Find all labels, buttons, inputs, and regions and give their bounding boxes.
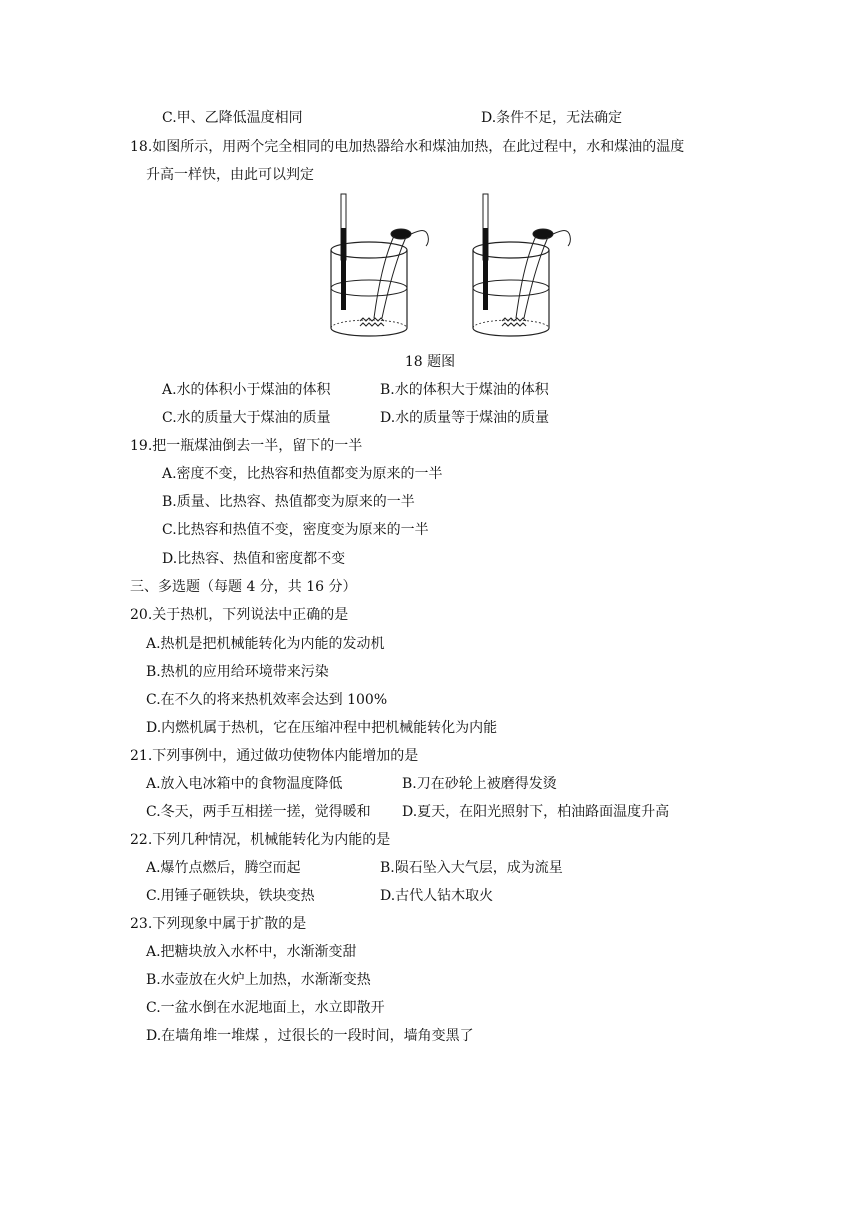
q23-option-a: A.把糖块放入水杯中，水渐渐变甜 — [146, 944, 357, 960]
q21-option-d: D.夏天，在阳光照射下，柏油路面温度升高 — [402, 804, 670, 820]
q18-option-a: A.水的体积小于煤油的体积 — [162, 382, 331, 398]
q18-option-b: B.水的体积大于煤油的体积 — [380, 382, 549, 398]
section3-heading: 三、多选题（每题 4 分，共 16 分） — [130, 579, 357, 595]
q18-stem-line2: 升高一样快，由此可以判定 — [146, 167, 314, 183]
q22-option-a: A.爆竹点燃后，腾空而起 — [146, 860, 301, 876]
q21-option-b: B.刀在砂轮上被磨得发烫 — [402, 776, 557, 792]
q22-option-d: D.古代人钻木取火 — [380, 888, 494, 904]
q18-stem-line1: 18.如图所示，用两个完全相同的电加热器给水和煤油加热，在此过程中，水和煤油的温度 — [130, 139, 685, 155]
q19-option-c: C.比热容和热值不变，密度变为原来的一半 — [162, 522, 429, 538]
q22-option-b: B.陨石坠入大气层，成为流星 — [380, 860, 563, 876]
q23-stem: 23.下列现象中属于扩散的是 — [130, 916, 307, 932]
q18-option-d: D.水的质量等于煤油的质量 — [380, 410, 550, 426]
q20-option-d: D.内燃机属于热机，它在压缩冲程中把机械能转化为内能 — [146, 720, 498, 736]
q20-option-c: C.在不久的将来热机效率会达到 100% — [146, 692, 388, 708]
q18-figure-beakers — [322, 188, 582, 344]
q23-option-d: D.在墙角堆一堆煤 ，过很长的一段时间，墙角变黑了 — [146, 1028, 474, 1044]
q17-option-c: C.甲、乙降低温度相同 — [162, 110, 303, 126]
left-thermometer — [341, 194, 346, 310]
q23-option-b: B.水壶放在火炉上加热，水渐渐变热 — [146, 972, 371, 988]
q18-figure-caption: 18 题图 — [404, 354, 456, 370]
q21-stem: 21.下列事例中，通过做功使物体内能增加的是 — [130, 748, 419, 764]
q19-option-b: B.质量、比热容、热值都变为原来的一半 — [162, 494, 415, 510]
q21-option-c: C.冬天，两手互相搓一搓，觉得暖和 — [146, 804, 371, 820]
q22-option-c: C.用锤子砸铁块，铁块变热 — [146, 888, 315, 904]
q19-option-a: A.密度不变，比热容和热值都变为原来的一半 — [162, 466, 443, 482]
q23-option-c: C.一盆水倒在水泥地面上，水立即散开 — [146, 1000, 385, 1016]
q17-option-d: D.条件不足，无法确定 — [481, 110, 623, 126]
q19-option-d: D.比热容、热值和密度都不变 — [162, 551, 346, 567]
q22-stem: 22.下列几种情况，机械能转化为内能的是 — [130, 832, 391, 848]
q18-option-c: C.水的质量大于煤油的质量 — [162, 410, 331, 426]
right-thermometer — [483, 194, 488, 310]
q20-option-b: B.热机的应用给环境带来污染 — [146, 664, 329, 680]
q20-option-a: A.热机是把机械能转化为内能的发动机 — [146, 636, 385, 652]
q21-option-a: A.放入电冰箱中的食物温度降低 — [146, 776, 343, 792]
q20-stem: 20.关于热机，下列说法中正确的是 — [130, 607, 349, 623]
q19-stem: 19.把一瓶煤油倒去一半，留下的一半 — [130, 438, 363, 454]
